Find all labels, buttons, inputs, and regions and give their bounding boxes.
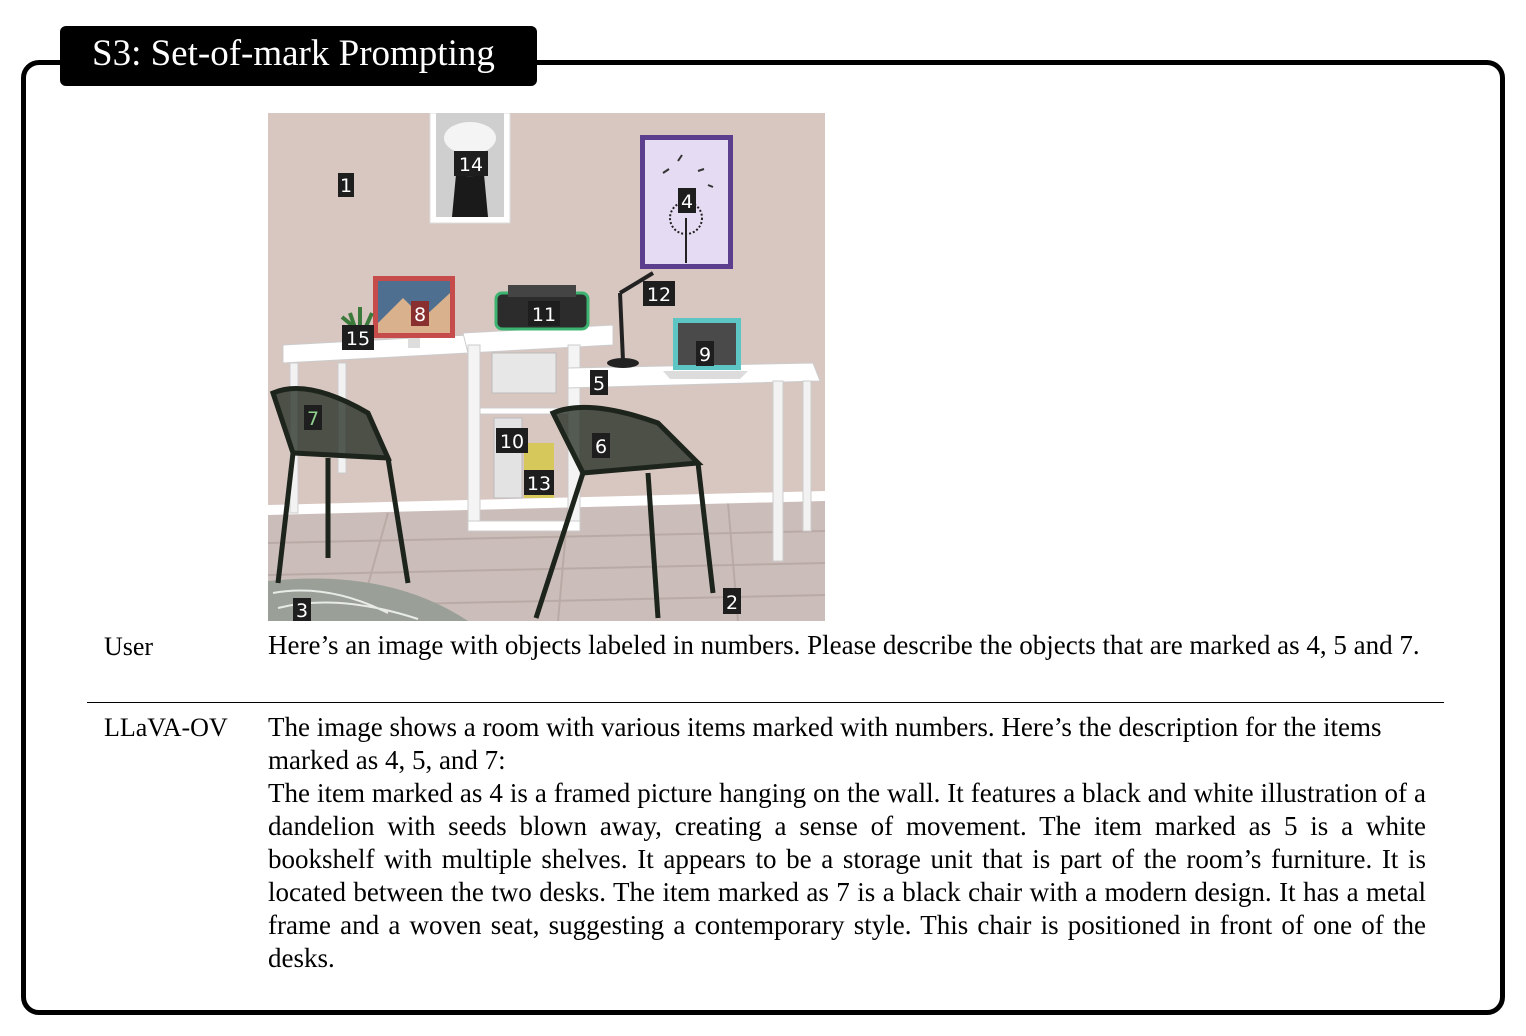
mark-7 — [304, 405, 322, 430]
mark-3 — [293, 598, 311, 621]
svg-text:10: 10 — [499, 431, 525, 453]
svg-text:8: 8 — [413, 304, 427, 326]
user-message — [268, 629, 1426, 662]
assistant-intro: The image shows a room with various items marked with numbers. Here’s the description for the items marked as 4, 5, and 7: — [268, 712, 1382, 775]
mark-5 — [590, 370, 608, 395]
mark-8 — [411, 301, 429, 326]
svg-text:14: 14 — [458, 154, 484, 176]
mark-2 — [723, 588, 741, 614]
user-message-text: Here’s an image with objects labeled in numbers. Please describe the objects that are marked as 4, 5 and 7. — [268, 630, 1420, 660]
svg-text:13: 13 — [526, 473, 552, 495]
mark-12 — [643, 281, 675, 306]
user-speaker-label: User — [104, 632, 154, 661]
turn-divider — [87, 702, 1444, 703]
svg-text:6: 6 — [594, 436, 608, 458]
svg-text:1: 1 — [339, 175, 353, 197]
svg-text:2: 2 — [725, 592, 739, 614]
mark-14 — [454, 151, 488, 176]
svg-text:7: 7 — [306, 408, 320, 430]
assistant-speaker-label: LLaVA-OV — [104, 713, 228, 742]
mark-9 — [696, 341, 714, 366]
mark-6 — [592, 433, 610, 458]
svg-text:4: 4 — [680, 191, 694, 213]
svg-text:5: 5 — [592, 373, 606, 395]
mark-15 — [342, 325, 374, 350]
assistant-message — [268, 711, 1426, 975]
assistant-body: The item marked as 4 is a framed picture hanging on the wall. It features a black and white illustration of a dandelion with seeds blown away, creating a sense of movement. The item marked as 5 is a white bookshelf with multiple shelves. It appears to be a storage unit that is part of the room’s furniture. It is located between the two desks. The item marked as 7 is a black chair with a modern design. It has a metal frame and a woven seat, suggesting a contemporary style. This chair is positioned in front of one of the desks. — [268, 778, 1426, 973]
mark-11 — [528, 301, 560, 326]
svg-text:3: 3 — [295, 600, 309, 621]
set-of-mark-image — [268, 113, 825, 621]
mark-4 — [678, 188, 696, 213]
mark-13 — [524, 470, 554, 495]
mark-1 — [338, 173, 354, 197]
mark-10 — [496, 428, 528, 453]
svg-text:11: 11 — [531, 304, 557, 326]
svg-text:9: 9 — [698, 344, 712, 366]
box-title: S3: Set-of-mark Prompting — [60, 26, 537, 86]
svg-text:12: 12 — [646, 284, 672, 306]
svg-text:15: 15 — [345, 328, 371, 350]
